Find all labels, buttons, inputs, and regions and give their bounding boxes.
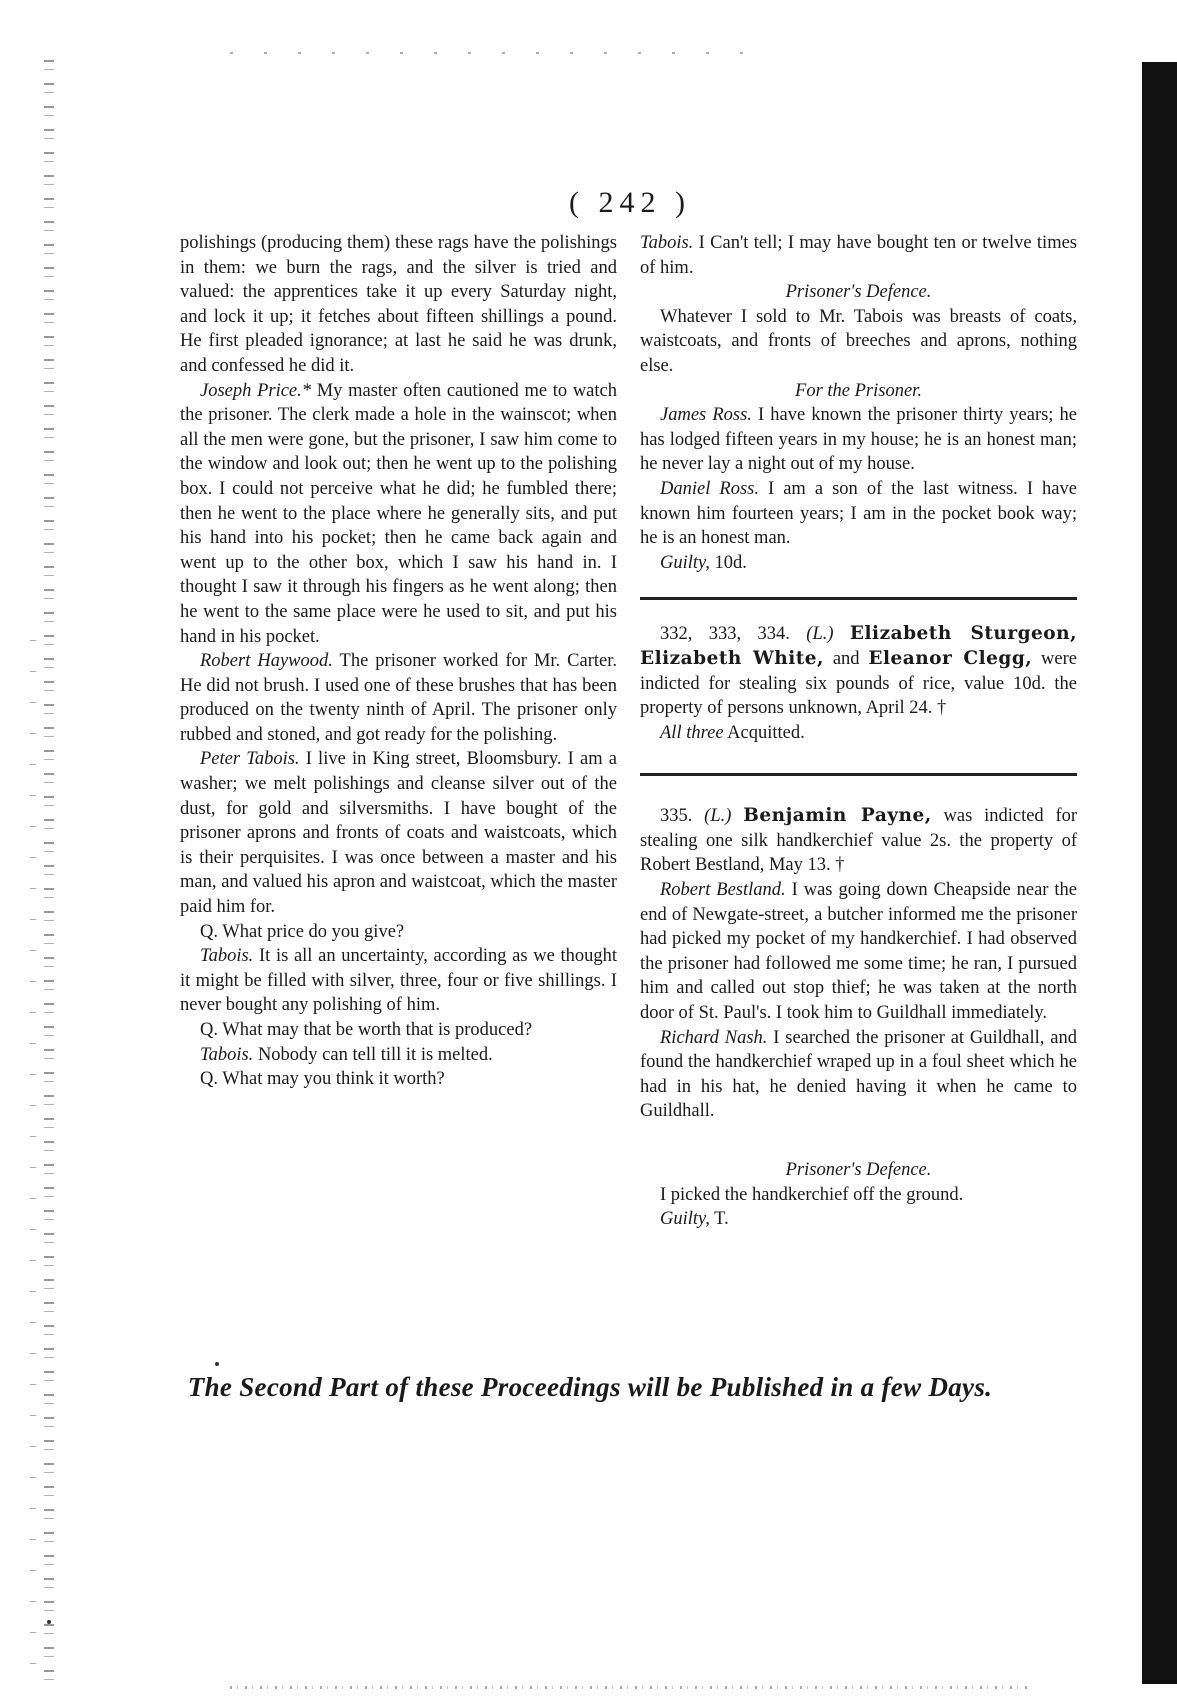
paragraph-text: I have known the prisoner thirty years; he has lodged fifteen years in my house; he is an honest man; he never lay a night out of my house. <box>640 405 1077 475</box>
verdict-label: All three <box>660 722 724 743</box>
paragraph-text: It is all an uncertainty, according as we thought it might be filled with silver, three, four or five shillings. I never bought any polishing of him. <box>180 946 617 1016</box>
defence-heading: Prisoner's Defence. <box>785 1160 932 1180</box>
verdict-text: 10d. <box>709 552 747 573</box>
section-divider <box>640 773 1077 776</box>
paragraph <box>640 878 1077 1026</box>
court-mark: (L.) <box>806 624 834 645</box>
defence-heading: Prisoner's Defence. <box>785 282 932 303</box>
paragraph <box>180 747 617 919</box>
right-scan-edge <box>1142 62 1177 1684</box>
left-margin-bleed <box>44 60 54 1680</box>
paragraph-text: I am a son of the last witness. I have known him fourteen years; I am in the pocket book way; he is an honest man. <box>640 478 1077 549</box>
right-column <box>640 231 1077 1232</box>
paragraph-text: My master often cautioned me to watch the prisoner. The clerk made a hole in the wainscot; when all the men were gone, but the prisoner, I saw him come to the window and look out; then he went up to the polishing box. I could not perceive what he did; he fumbled there; then he went to the place where he generally sits, and put his hand into his pocket; then he came back again and went up to the other box, which I saw his hand in. I thought I saw it through his fingers as he went along; then he went to the same place were he used to sit, and put his hand in his pocket. <box>180 380 617 647</box>
for-prisoner-heading: For the Prisoner. <box>795 380 922 401</box>
left-margin-specks <box>30 640 36 1680</box>
paragraph-text: Q. What may that be worth that is produced? <box>200 1020 533 1040</box>
speaker-name: Tabois. <box>640 233 694 253</box>
defence-text: Whatever I sold to Mr. Tabois was breasts of coats, waistcoats, and fronts of breeches and aprons, nothing else. <box>640 306 1077 376</box>
top-margin-specks <box>230 52 750 54</box>
verdict-label: Guilty, <box>660 552 710 573</box>
verdict <box>640 1207 1077 1232</box>
paragraph <box>180 649 617 747</box>
footer-notice: The Second Part of these Proceedings will be Published in a few Days. <box>187 1372 993 1402</box>
paragraph-text: was indicted for stealing one silk handkerchief value 2s. the property of Robert Bestland, May 13. † <box>640 806 1078 876</box>
defendant-name: Elizabeth Sturgeon, <box>849 623 1078 645</box>
paragraph-text: I Can't tell; I may have bought ten or twelve times of him. <box>640 233 1077 278</box>
verdict <box>640 721 1077 746</box>
speaker-name: Tabois. <box>200 946 254 967</box>
verdict-label: Guilty, <box>660 1209 710 1230</box>
defendant-name: Benjamin Payne, <box>743 805 932 827</box>
page-number: ( 242 ) <box>569 186 691 219</box>
question <box>180 1067 617 1092</box>
speaker-name: James Ross. <box>660 405 752 426</box>
court-mark: (L.) <box>704 806 732 827</box>
left-column <box>180 231 617 1092</box>
paragraph-text: The prisoner worked for Mr. Carter. He did not brush. I used one of these brushes that has been produced on the twenty ninth of April. The prisoner only rubbed and stoned, and got ready for the polishing. <box>180 651 617 745</box>
speck <box>47 1620 51 1624</box>
speaker-name: Robert Bestland. <box>660 880 786 901</box>
joiner-text: and <box>824 648 869 669</box>
speck <box>215 1362 219 1366</box>
speaker-name: Peter Tabois. <box>200 749 300 770</box>
paragraph <box>640 231 1077 280</box>
defendant-name: Elizabeth White, <box>640 647 824 669</box>
case-number: 335. <box>660 806 693 827</box>
question <box>180 920 617 945</box>
verdict <box>640 551 1077 576</box>
speaker-name: Daniel Ross. <box>660 478 759 499</box>
paragraph-text: Nobody can tell till it is melted. <box>253 1044 493 1065</box>
section-divider <box>640 597 1077 600</box>
paragraph <box>180 1043 617 1068</box>
case-heading <box>640 622 1077 720</box>
paragraph-text: Q. What price do you give? <box>200 921 405 942</box>
paragraph-text: Q. What may you think it worth? <box>200 1069 445 1090</box>
question <box>180 1018 617 1043</box>
paragraph-text: were indicted for stealing six pounds of rice, value 10d. the property of persons unknown, April 24. † <box>640 648 1077 719</box>
paragraph <box>180 231 617 379</box>
paragraph <box>640 477 1077 551</box>
paragraph <box>180 944 617 1018</box>
paragraph-text: I searched the prisoner at Guildhall, and found the handkerchief wraped up in a foul sheet which he had in his hat, he denied having it when he came to Guildhall. <box>640 1027 1077 1122</box>
speaker-name: Joseph Price.* <box>200 380 312 401</box>
speaker-name: Tabois. <box>200 1044 254 1065</box>
paragraph <box>180 379 617 650</box>
paragraph <box>640 1026 1077 1124</box>
case-number: 332, 333, 334. <box>660 624 790 645</box>
speaker-name: Robert Haywood. <box>200 651 333 672</box>
speaker-name: Richard Nash. <box>660 1027 768 1048</box>
verdict-text: T. <box>709 1209 729 1230</box>
paragraph-text: I live in King street, Bloomsbury. I am a washer; we melt polishings and cleanse silver out of the dust, for gold and silversmiths. I have bought of the prisoner aprons and fronts of coats and waistcoats, which is their perquisites. I was once between a master and his man, and valued his apron and waistcoat, which the master paid him for. <box>180 749 617 918</box>
paragraph-text: I was going down Cheapside near the end of Newgate-street, a butcher informed me the prisoner had picked my pocket of my handkerchief. I had observed the prisoner had followed me some time; he ran, I pursued him and called out stop thief; he was taken at the north door of St. Paul's. I took him to Guildhall immediately. <box>640 880 1077 1024</box>
case-heading <box>640 804 1077 878</box>
paragraph-text: polishings (producing them) these rags have the polishings in them: we burn the rags, and the silver is tried and valued: the apprentices take it up every Saturday night, and lock it up; it fetches about fifteen shillings a pound. He first pleaded ignorance; at last he said he was drunk, and confessed he did it. <box>180 233 617 376</box>
bottom-margin-noise <box>230 1686 1030 1689</box>
defendant-name: Eleanor Clegg, <box>868 647 1033 669</box>
defence-text: I picked the handkerchief off the ground. <box>660 1184 964 1205</box>
paragraph <box>640 403 1077 477</box>
verdict-text: Acquitted. <box>723 722 805 743</box>
